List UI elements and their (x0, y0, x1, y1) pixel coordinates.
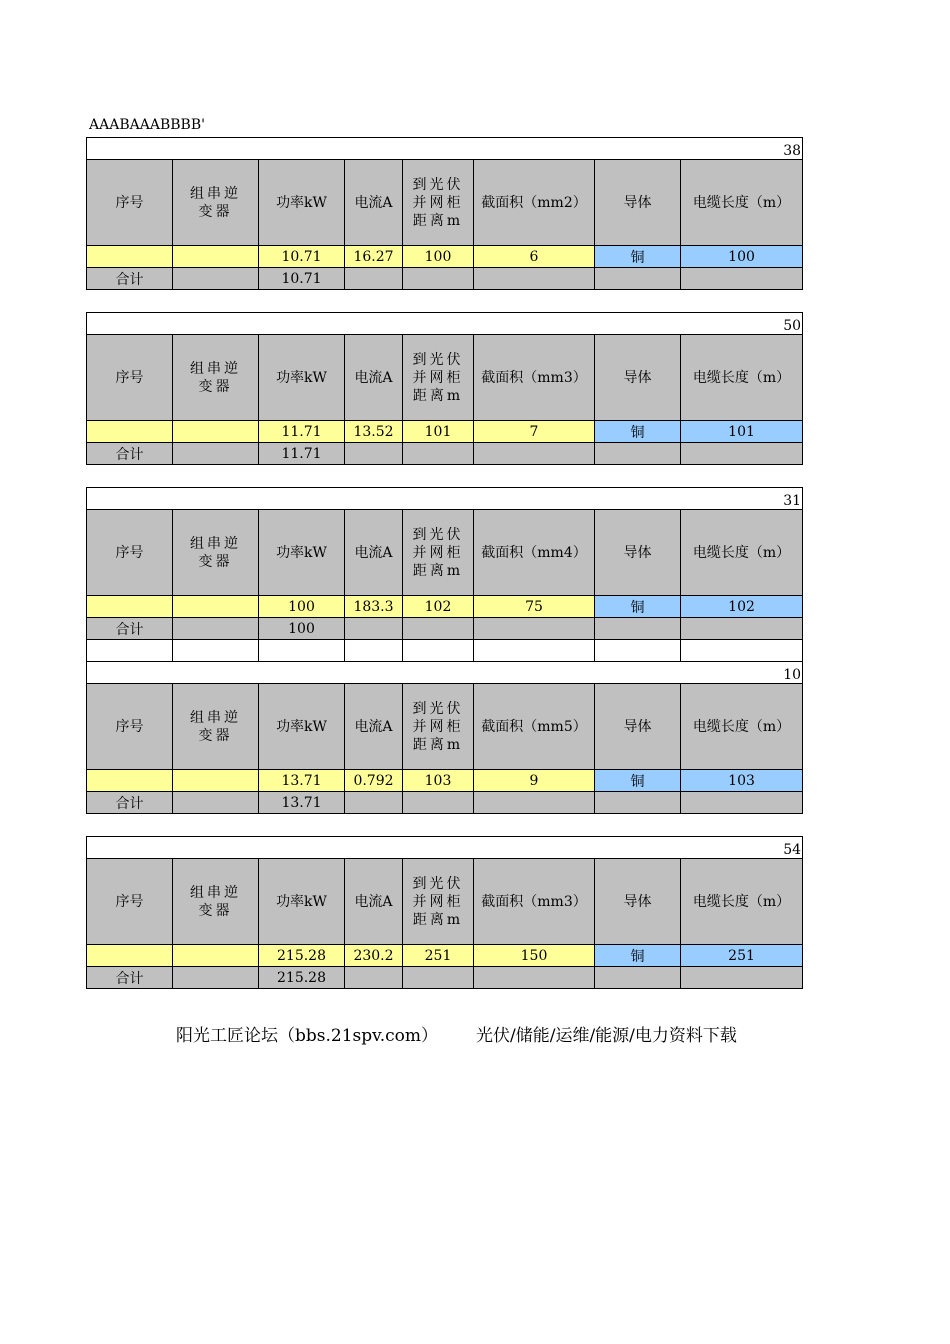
cable-table-3 (86, 487, 803, 814)
header-power[interactable]: 功率kW (259, 160, 345, 246)
cell-distance[interactable]: 103 (403, 770, 474, 792)
sheet-code: AAABAAABBBB' (89, 117, 205, 133)
blank-cell[interactable] (345, 640, 403, 662)
total-power[interactable]: 13.71 (259, 792, 345, 814)
cell-section[interactable]: 75 (474, 596, 595, 618)
total-cell-empty[interactable] (345, 268, 403, 290)
table-gap (86, 465, 802, 487)
header-seq[interactable]: 序号 (87, 335, 173, 421)
table-title-number[interactable]: 54 (87, 837, 803, 859)
header-distance[interactable]: 到光伏并网柜距离m (403, 684, 474, 770)
total-cell-empty[interactable] (681, 967, 803, 989)
header-conductor[interactable]: 导体 (595, 335, 681, 421)
blank-cell[interactable] (474, 640, 595, 662)
header-current[interactable]: 电流A (345, 335, 403, 421)
total-label[interactable]: 合计 (87, 268, 173, 290)
total-cell-empty[interactable] (474, 792, 595, 814)
total-row (87, 967, 803, 989)
total-label[interactable]: 合计 (87, 618, 173, 640)
header-length[interactable]: 电缆长度（m） (681, 859, 803, 945)
data-row (87, 246, 803, 268)
cell-current[interactable]: 230.2 (345, 945, 403, 967)
header-power[interactable]: 功率kW (259, 335, 345, 421)
total-power[interactable]: 100 (259, 618, 345, 640)
header-current[interactable]: 电流A (345, 160, 403, 246)
header-power[interactable]: 功率kW (259, 510, 345, 596)
cell-conductor[interactable]: 铜 (595, 421, 681, 443)
total-cell-empty[interactable] (595, 443, 681, 465)
total-cell-empty[interactable] (595, 967, 681, 989)
footer (176, 1021, 737, 1046)
total-cell-empty[interactable] (173, 967, 259, 989)
header-length[interactable]: 电缆长度（m） (681, 335, 803, 421)
blank-cell[interactable] (403, 640, 474, 662)
data-row (87, 770, 803, 792)
cell-distance[interactable]: 102 (403, 596, 474, 618)
header-section[interactable]: 截面积（mm2） (474, 160, 595, 246)
cable-table-2 (86, 312, 803, 465)
cell-distance[interactable]: 251 (403, 945, 474, 967)
total-row (87, 618, 803, 640)
header-inverter[interactable]: 组串逆变器 (173, 160, 259, 246)
cell-distance[interactable]: 101 (403, 421, 474, 443)
footer-site: 阳光工匠论坛（bbs.21spv.com） (176, 1026, 438, 1046)
header-section[interactable]: 截面积（mm4） (474, 510, 595, 596)
cell-power[interactable]: 100 (259, 596, 345, 618)
cell-seq[interactable] (87, 770, 173, 792)
cell-seq[interactable] (87, 945, 173, 967)
cell-inverter[interactable] (173, 945, 259, 967)
header-length[interactable]: 电缆长度（m） (681, 160, 803, 246)
blank-cell[interactable] (173, 640, 259, 662)
cable-table-1 (86, 137, 803, 290)
header-inverter[interactable]: 组串逆变器 (173, 335, 259, 421)
cell-seq[interactable] (87, 596, 173, 618)
cell-seq[interactable] (87, 246, 173, 268)
header-seq[interactable]: 序号 (87, 510, 173, 596)
cable-table-5 (86, 836, 803, 989)
cell-length[interactable]: 103 (681, 770, 803, 792)
total-cell-empty[interactable] (345, 618, 403, 640)
header-length[interactable]: 电缆长度（m） (681, 684, 803, 770)
cell-length[interactable]: 100 (681, 246, 803, 268)
cell-inverter[interactable] (173, 770, 259, 792)
header-length[interactable]: 电缆长度（m） (681, 510, 803, 596)
total-power[interactable]: 11.71 (259, 443, 345, 465)
header-conductor[interactable]: 导体 (595, 510, 681, 596)
header-conductor[interactable]: 导体 (595, 160, 681, 246)
cell-section[interactable]: 6 (474, 246, 595, 268)
cell-conductor[interactable]: 铜 (595, 770, 681, 792)
header-conductor[interactable]: 导体 (595, 684, 681, 770)
table-gap (86, 814, 802, 836)
header-conductor[interactable]: 导体 (595, 859, 681, 945)
total-cell-empty[interactable] (474, 967, 595, 989)
header-seq[interactable]: 序号 (87, 859, 173, 945)
total-cell-empty[interactable] (403, 792, 474, 814)
blank-cell[interactable] (87, 640, 173, 662)
total-cell-empty[interactable] (345, 443, 403, 465)
header-section[interactable]: 截面积（mm3） (474, 859, 595, 945)
table-title-number[interactable]: 50 (87, 313, 803, 335)
total-row (87, 792, 803, 814)
blank-cell[interactable] (595, 640, 681, 662)
header-row (87, 510, 803, 596)
total-cell-empty[interactable] (345, 792, 403, 814)
total-cell-empty[interactable] (681, 618, 803, 640)
header-distance[interactable]: 到光伏并网柜距离m (403, 160, 474, 246)
header-seq[interactable]: 序号 (87, 160, 173, 246)
cell-section[interactable]: 7 (474, 421, 595, 443)
header-row (87, 335, 803, 421)
total-cell-empty[interactable] (403, 268, 474, 290)
total-label[interactable]: 合计 (87, 443, 173, 465)
header-inverter[interactable]: 组串逆变器 (173, 859, 259, 945)
cell-current[interactable]: 13.52 (345, 421, 403, 443)
footer-topics: 光伏/储能/运维/能源/电力资料下载 (476, 1026, 737, 1046)
total-power[interactable]: 10.71 (259, 268, 345, 290)
cell-seq[interactable] (87, 421, 173, 443)
cell-power[interactable]: 10.71 (259, 246, 345, 268)
total-label[interactable]: 合计 (87, 967, 173, 989)
data-row (87, 596, 803, 618)
total-cell-empty[interactable] (403, 967, 474, 989)
header-current[interactable]: 电流A (345, 859, 403, 945)
total-cell-empty[interactable] (595, 618, 681, 640)
total-power[interactable]: 215.28 (259, 967, 345, 989)
cell-inverter[interactable] (173, 596, 259, 618)
total-cell-empty[interactable] (595, 268, 681, 290)
header-distance[interactable]: 到光伏并网柜距离m (403, 510, 474, 596)
blank-row (87, 640, 803, 662)
cell-inverter[interactable] (173, 246, 259, 268)
total-cell-empty[interactable] (595, 792, 681, 814)
total-cell-empty[interactable] (474, 268, 595, 290)
table-gap (86, 290, 802, 312)
total-cell-empty[interactable] (474, 618, 595, 640)
cell-length[interactable]: 251 (681, 945, 803, 967)
header-current[interactable]: 电流A (345, 684, 403, 770)
cell-inverter[interactable] (173, 421, 259, 443)
header-row (87, 684, 803, 770)
data-row (87, 945, 803, 967)
cell-power[interactable]: 13.71 (259, 770, 345, 792)
header-power[interactable]: 功率kW (259, 684, 345, 770)
blank-cell[interactable] (259, 640, 345, 662)
header-section[interactable]: 截面积（mm3） (474, 335, 595, 421)
total-cell-empty[interactable] (173, 268, 259, 290)
cell-current[interactable]: 0.792 (345, 770, 403, 792)
header-seq[interactable]: 序号 (87, 684, 173, 770)
header-current[interactable]: 电流A (345, 510, 403, 596)
header-distance[interactable]: 到光伏并网柜距离m (403, 335, 474, 421)
total-cell-empty[interactable] (345, 967, 403, 989)
total-cell-empty[interactable] (681, 443, 803, 465)
cell-distance[interactable]: 100 (403, 246, 474, 268)
cell-conductor[interactable]: 铜 (595, 596, 681, 618)
cell-section[interactable]: 9 (474, 770, 595, 792)
total-row (87, 443, 803, 465)
cell-current[interactable]: 183.3 (345, 596, 403, 618)
cell-conductor[interactable]: 铜 (595, 945, 681, 967)
tables-container (86, 137, 802, 989)
total-cell-empty[interactable] (173, 443, 259, 465)
total-label[interactable]: 合计 (87, 792, 173, 814)
header-section[interactable]: 截面积（mm5） (474, 684, 595, 770)
cell-power[interactable]: 215.28 (259, 945, 345, 967)
cell-length[interactable]: 102 (681, 596, 803, 618)
total-cell-empty[interactable] (681, 792, 803, 814)
header-inverter[interactable]: 组串逆变器 (173, 684, 259, 770)
table-title-number[interactable]: 38 (87, 138, 803, 160)
header-row (87, 160, 803, 246)
header-distance[interactable]: 到光伏并网柜距离m (403, 859, 474, 945)
header-row (87, 859, 803, 945)
header-power[interactable]: 功率kW (259, 859, 345, 945)
cell-length[interactable]: 101 (681, 421, 803, 443)
total-cell-empty[interactable] (173, 618, 259, 640)
cell-conductor[interactable]: 铜 (595, 246, 681, 268)
cell-power[interactable]: 11.71 (259, 421, 345, 443)
table-title-number[interactable]: 31 (87, 488, 803, 510)
cell-current[interactable]: 16.27 (345, 246, 403, 268)
total-cell-empty[interactable] (681, 268, 803, 290)
header-inverter[interactable]: 组串逆变器 (173, 510, 259, 596)
blank-cell[interactable] (681, 640, 803, 662)
table-title-number[interactable]: 10 (87, 662, 803, 684)
data-row (87, 421, 803, 443)
cell-section[interactable]: 150 (474, 945, 595, 967)
total-row (87, 268, 803, 290)
total-cell-empty[interactable] (403, 443, 474, 465)
total-cell-empty[interactable] (474, 443, 595, 465)
total-cell-empty[interactable] (173, 792, 259, 814)
total-cell-empty[interactable] (403, 618, 474, 640)
